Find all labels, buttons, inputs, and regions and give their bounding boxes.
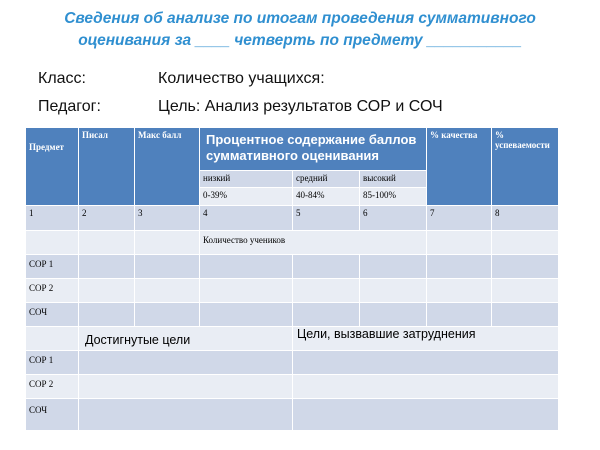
col-number-1: 1 (26, 206, 78, 230)
table-cell (79, 303, 134, 326)
row-label-sor2: СОР 2 (26, 279, 78, 302)
students-count-label: Количество учащихся: (158, 70, 325, 87)
table-cell (135, 279, 199, 302)
header-quality: % качества (427, 128, 491, 205)
row-label-soch-goals: СОЧ (26, 399, 78, 430)
title-line-2: оценивания за ____ четверть по предмету ___________ (78, 32, 522, 49)
header-success: % успеваемости (492, 128, 558, 205)
table-cell (427, 279, 491, 302)
table-cell (135, 231, 199, 254)
achieved-goals-header: Достигнутые цели (79, 327, 292, 350)
table-cell (360, 303, 426, 326)
table-cell (427, 255, 491, 278)
difficult-goals-header: Цели, вызвавшие затруднения (293, 327, 558, 350)
analysis-table (26, 128, 558, 430)
title-line-1: Сведения об анализе по итогам проведения суммативного (64, 10, 536, 27)
table-cell (79, 399, 292, 430)
col-number-2: 2 (79, 206, 134, 230)
table-cell (293, 303, 359, 326)
table-cell (293, 255, 359, 278)
level-medium-range: 40-84% (293, 188, 359, 205)
table-cell (26, 231, 78, 254)
table-cell (492, 303, 558, 326)
header-subject: Предмет (26, 128, 78, 205)
level-high-range: 85-100% (360, 188, 426, 205)
table-cell (427, 303, 491, 326)
col-number-3: 3 (135, 206, 199, 230)
table-cell (26, 327, 78, 350)
level-low: низкий (200, 171, 292, 187)
goal-label: Цель: Анализ результатов СОР и СОЧ (158, 98, 443, 115)
table-cell (492, 255, 558, 278)
row-label-sor1: СОР 1 (26, 255, 78, 278)
header-percent-content: Процентное содержание баллов суммативного оценивания (200, 128, 426, 170)
table-cell (79, 351, 292, 374)
table-cell (293, 375, 558, 398)
teacher-label: Педагог: (38, 98, 101, 115)
level-high: высокий (360, 171, 426, 187)
col-number-6: 6 (360, 206, 426, 230)
table-cell (200, 255, 292, 278)
table-cell (79, 375, 292, 398)
level-low-range: 0-39% (200, 188, 292, 205)
table-cell (135, 303, 199, 326)
class-label: Класс: (38, 70, 86, 87)
header-wrote: Писал (79, 128, 134, 205)
row-label-sor2-goals: СОР 2 (26, 375, 78, 398)
header-max-score: Макс балл (135, 128, 199, 205)
col-number-8: 8 (492, 206, 558, 230)
level-medium: средний (293, 171, 359, 187)
table-cell (360, 255, 426, 278)
col-number-4: 4 (200, 206, 292, 230)
table-cell (135, 255, 199, 278)
table-cell (427, 231, 491, 254)
table-cell (79, 255, 134, 278)
table-cell (293, 279, 359, 302)
row-label-soch: СОЧ (26, 303, 78, 326)
table-cell (200, 279, 292, 302)
page-title (0, 8, 600, 52)
table-cell (79, 279, 134, 302)
table-cell (492, 231, 558, 254)
table-cell (293, 351, 558, 374)
table-cell (360, 279, 426, 302)
table-cell (200, 303, 292, 326)
row-label-sor1-goals: СОР 1 (26, 351, 78, 374)
col-number-7: 7 (427, 206, 491, 230)
col-number-5: 5 (293, 206, 359, 230)
table-cell (79, 231, 134, 254)
students-count-header: Количество учеников (200, 231, 426, 254)
table-cell (492, 279, 558, 302)
table-cell (293, 399, 558, 430)
